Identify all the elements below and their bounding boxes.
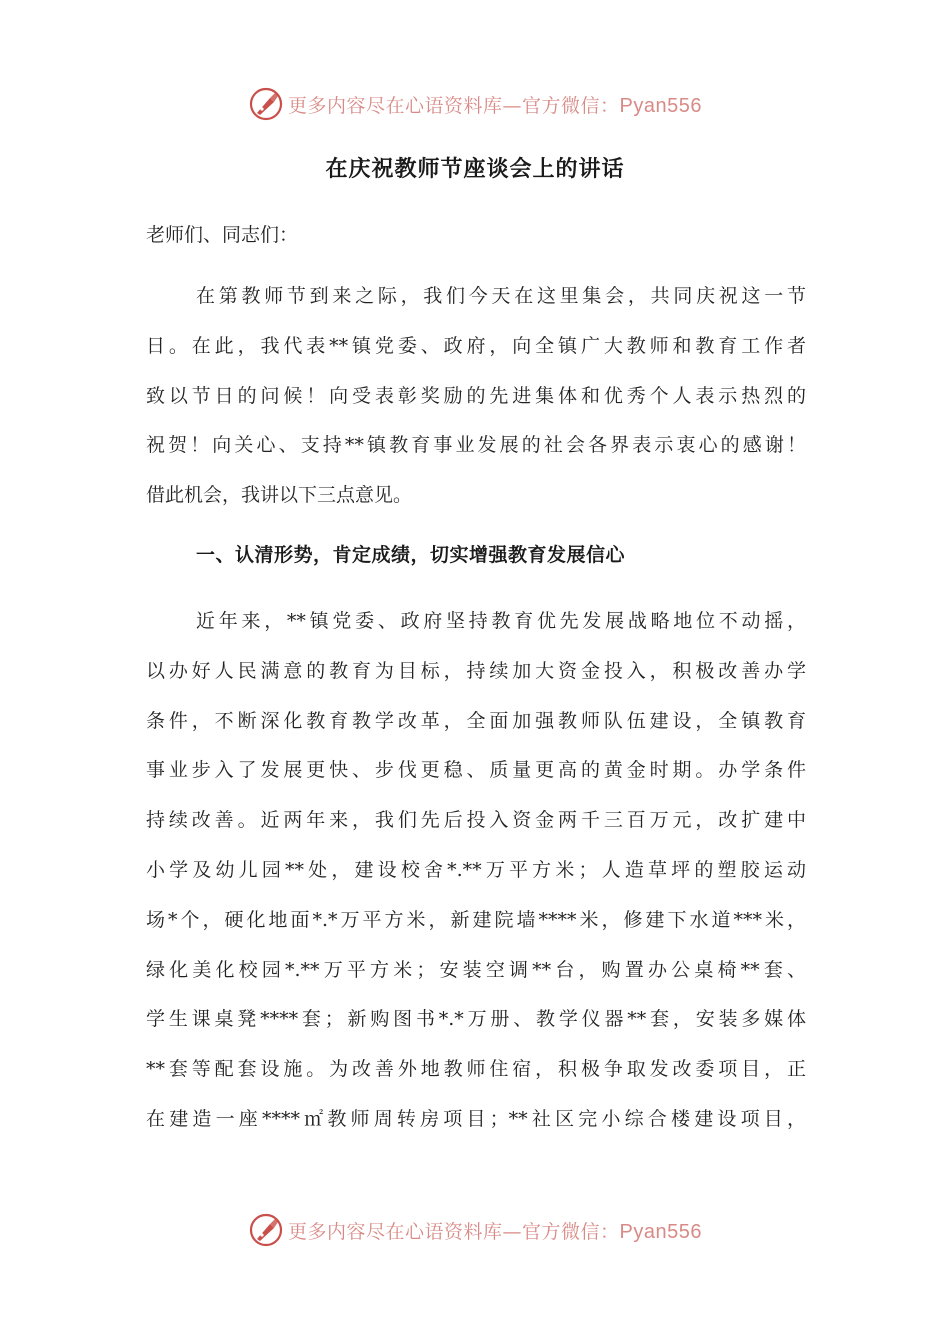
text-line: 借此机会，我讲以下三点意见。 [146, 484, 413, 507]
footer-banner [0, 1210, 950, 1250]
text-line: 在第教师节到来之际，我们今天在这里集会，共同庆祝这一节 [196, 285, 806, 307]
header-banner [0, 84, 950, 124]
text-line: 事业步入了发展更快、步伐更稳、质量更高的黄金时期。办学条件 [146, 759, 806, 782]
text-line: 场*个，硬化地面*.*万平方米，新建院墙****米，修建下水道***米， [146, 908, 806, 931]
pen-nib-icon [248, 1212, 284, 1248]
text-line: 近年来，**镇党委、政府坚持教育优先发展战略地位不动摇， [196, 610, 806, 632]
paragraph-achievements [146, 597, 806, 1145]
pen-nib-icon [248, 86, 284, 122]
greeting: 老师们、同志们： [146, 224, 299, 246]
banner-text: 更多内容尽在心语资料库—官方微信：Pyan556 [288, 1220, 702, 1243]
wechat-id: Pyan556 [619, 1220, 702, 1243]
wechat-id: Pyan556 [619, 94, 702, 117]
text-line: 小学及幼儿园**处，建设校舍*.**万平方米；人造草坪的塑胶运动 [146, 858, 806, 881]
text-line: 持续改善。近两年来，我们先后投入资金两千三百万元，改扩建中 [146, 809, 806, 832]
banner-text: 更多内容尽在心语资料库—官方微信：Pyan556 [288, 94, 702, 117]
paragraph-intro [146, 272, 806, 521]
text-line: 绿化美化校园*.**万平方米；安装空调**台，购置办公桌椅**套、 [146, 958, 806, 981]
text-line: 在建造一座****㎡教师周转房项目；**社区完小综合楼建设项目， [146, 1107, 806, 1130]
text-line: 日。在此，我代表**镇党委、政府，向全镇广大教师和教育工作者 [146, 334, 806, 357]
text-line: **套等配套设施。为改善外地教师住宿，积极争取发改委项目，正 [146, 1058, 806, 1081]
text-line: 以办好人民满意的教育为目标，持续加大资金投入，积极改善办学 [146, 659, 806, 682]
text-line: 条件，不断深化教育教学改革，全面加强教师队伍建设，全镇教育 [146, 709, 806, 732]
text-line: 学生课桌凳****套；新购图书*.*万册、教学仪器**套，安装多媒体 [146, 1008, 806, 1031]
text-line: 致以节日的问候！向受表彰奖励的先进集体和优秀个人表示热烈的 [146, 384, 806, 407]
page-title: 在庆祝教师节座谈会上的讲话 [325, 156, 625, 182]
section-heading: 一、认清形势，肯定成绩，切实增强教育发展信心 [196, 544, 626, 566]
text-line: 祝贺！向关心、支持**镇教育事业发展的社会各界表示衷心的感谢！ [146, 434, 806, 457]
